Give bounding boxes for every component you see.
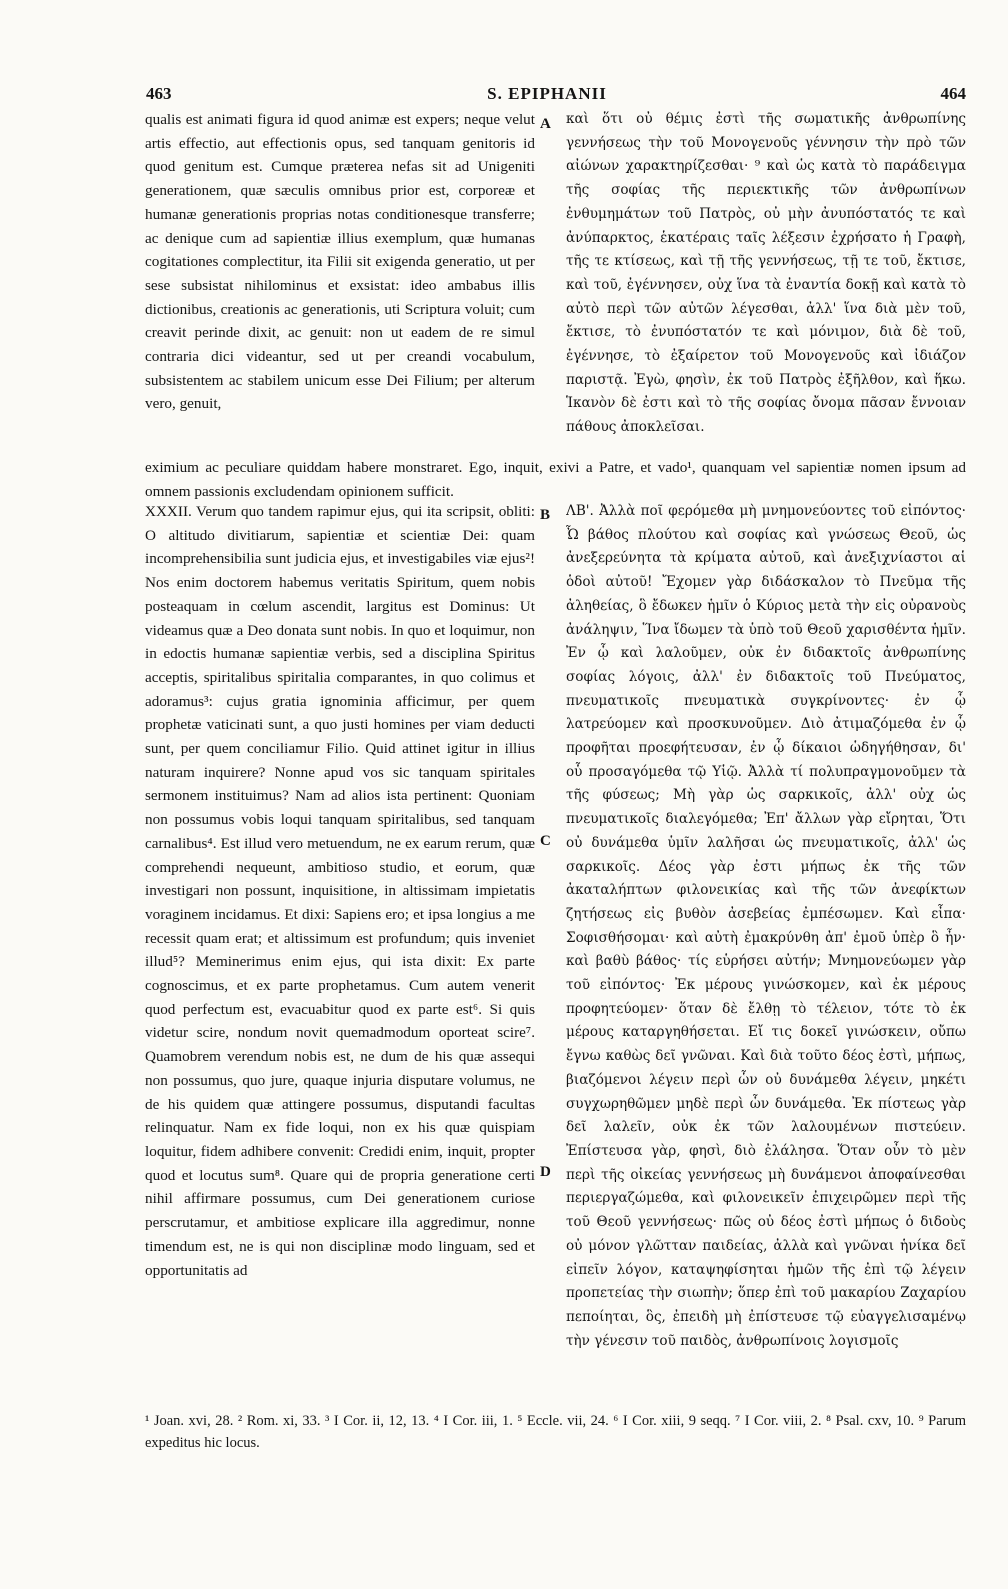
greek-text-top: καὶ ὅτι οὐ θέμις ἐστὶ τῆς σωματικῆς ἀνθρωπίνης γεννήσεως τὴν τοῦ Μονογενοῦς γέννησιν τὴν πρὸ τῶν αἰώνων χαρακτηρίζεσθαι· ⁹ καὶ ὡς κατὰ τὸ παράδειγμα τῆς σοφίας τῆς περιεκτικῆς τῶν ἀνθρωπίνων ἐνθυμημάτων τοῦ Πατρὸς, οὐ μὴν ἀνυπόστατός τε καὶ ἀνύπαρκτος, ἑκατέραις ταῖς λέξεσιν ἐχρήσατο ἡ Γραφὴ, τῆς τε κτίσεως, καὶ τῇ τῆς γεννήσεως, τῇ τε τοῦ, ἔκτισε, καὶ τοῦ, ἐγέννησεν, οὐχ ἵνα τὰ ἐναντία δοκῇ καὶ κατὰ τὸ αὐτὸ περὶ τῶν αὐτῶν λέγεσθαι, ἀλλ' ἵνα διὰ μὲν τοῦ, ἔκτισε, τὸ ἐνυπόστατόν τε καὶ μόνιμον, διὰ δὲ τοῦ, ἐγέννησε, τὸ ἐξαίρετον τοῦ Μονογενοῦς καὶ ἰδιάζον παριστᾷ. Ἐγὼ, φησὶν, ἐκ τοῦ Πατρὸς ἐξῆλθον, καὶ ἥκω. Ἱκανὸν δὲ ἐστι καὶ τὸ τῆς σοφίας ὄνομα πᾶσαν ἔννοιαν πάθους ἀποκλεῖσαι. [566,111,966,436]
section-marker-d: D [540,1164,551,1180]
full-width-line [145,456,966,504]
greek-column-bottom [566,500,966,1408]
footnotes-text: ¹ Joan. xvi, 28. ² Rom. xi, 33. ³ I Cor. ii, 12, 13. ⁴ I Cor. iii, 1. ⁵ Eccle. vii, 24. ⁶ I Cor. xiii, 9 seqq. ⁷ I Cor. viii, 2. ⁸ Psal. cxv, 10. ⁹ Parum expeditus hic locus. [145,1413,966,1451]
greek-column-top [566,108,966,464]
section-marker-c: C [540,833,551,849]
page-header [128,84,966,108]
page-number-left: 463 [146,84,172,103]
running-title: S. EPIPHANII [487,84,607,103]
section-marker-b: B [540,507,551,523]
latin-text-top: qualis est animati figura id quod animæ est expers; neque velut artis effectio, aut effectionis opus, sed tanquam genitoris id quod genitum est. Cumque præterea nefas sit ad Unigeniti generationem, quæ sæculis omnibus prior est, corporeæ et humanæ generationis proprias notas conditionesque transferre; ac denique cum ad sapientiæ illius exemplum, quæ humanas cogitationes complectitur, ita Filii sit exigenda generatio, ut per sese subsistat nihilominus et exsistat: ideo ambabus illis dictionibus, creationis ac generationis, uti Scriptura voluit; cum creavit perinde dixit, ac genuit: non ut eadem de re simul contraria dici videantur, sed ut per creandi vocabulum, subsistentem ac stabilem unicum esse Dei Filium; per alterum vero, genuit, [145,111,535,413]
footnotes [145,1410,966,1454]
latin-column-bottom [145,500,535,1408]
full-width-text: eximium ac peculiare quiddam habere monstraret. Ego, inquit, exivi a Patre, et vado¹, quanquam vel sapientiæ nomen ipsum ad omnem passionis excludendam opinionem sufficit. [145,459,966,500]
greek-text-bottom: ΛΒ'. Ἀλλὰ ποῖ φερόμεθα μὴ μνημονεύοντες τοῦ εἰπόντος· Ὦ βάθος πλούτου καὶ σοφίας καὶ γνώσεως Θεοῦ, ὡς ἀνεξερεύνητα τὰ κρίματα αὐτοῦ, καὶ ἀνεξιχνίαστοι αἱ ὁδοὶ αὐτοῦ! Ἔχομεν γὰρ διδάσκαλον τὸ Πνεῦμα τῆς ἀληθείας, ὃ ἔδωκεν ἡμῖν ὁ Κύριος μετὰ τὴν εἰς οὐρανοὺς ἀνάληψιν, Ἵνα ἴδωμεν τὰ ὑπὸ τοῦ Θεοῦ χαρισθέντα ἡμῖν. Ἐν ᾧ καὶ λαλοῦμεν, οὐκ ἐν διδακτοῖς ἀνθρωπίνης σοφίας λόγοις, ἀλλ' ἐν διδακτοῖς τοῦ Πνεύματος, πνευματικοῖς πνευματικὰ συγκρίνοντες· ἐν ᾧ λατρεύομεν καὶ προσκυνοῦμεν. Διὸ ἀτιμαζόμεθα ἐν ᾧ προφῆται προεφήτευσαν, ἐν ᾧ δίκαιοι ὡδηγήθησαν, δι' οὗ προσαγόμεθα τῷ Υἱῷ. Ἀλλὰ τί πολυπραγμονοῦμεν τὰ τῆς φύσεως; Μὴ γὰρ ὡς σαρκικοῖς, ἀλλ' οὐχ ὡς πνευματικοῖς διαλεγόμεθα; Ἐπ' ἄλλων γὰρ εἴρηται, Ὅτι οὐ δυνάμεθα ὑμῖν λαλῆσαι ὡς πνευματικοῖς, ἀλλ' ὡς σαρκικοῖς. Δέος γὰρ ἐστι μήπως ἐκ τῆς τῶν ἀκαταλήπτων φιλονεικίας καὶ τῆς τῶν ἀνεφίκτων ζητήσεως εἰς βυθὸν ἀσεβείας ἐμπέσωμεν. Καὶ εἶπα· Σοφισθήσομαι· καὶ αὐτὴ ἐμακρύνθη ἀπ' ἐμοῦ ὑπὲρ ὃ ἦν· καὶ βαθὺ βάθος· τίς εὑρήσει αὐτήν; Μνημονεύωμεν γὰρ τοῦ εἰπόντος· Ἐκ μέρους γινώσκομεν, καὶ ἐκ μέρους προφητεύομεν· ὅταν δὲ ἔλθῃ τὸ τέλειον, τότε τὸ ἐκ μέρους καταργηθήσεται. Εἴ τις δοκεῖ γινώσκειν, οὔπω ἔγνω καθὼς δεῖ γνῶναι. Καὶ διὰ τοῦτο δέος ἐστὶ, μήπως, βιαζόμενοι λέγειν περὶ ὧν οὐ δυνάμεθα λέγειν, μηκέτι συγχωρηθῶμεν μηδὲ περὶ ὧν δυνάμεθα. Ἐκ πίστεως γὰρ δεῖ λαλεῖν, οὐκ ἐκ τῶν λαλουμένων πιστεύειν. Ἐπίστευσα γὰρ, φησὶ, διὸ ἐλάλησα. Ὅταν οὖν τὸ μὲν περὶ τῆς οἰκείας γεννήσεως μὴ δυνάμενοι ἀποφαίνεσθαι περιεργαζώμεθα, καὶ φιλονεικεῖν ἐπιχειρῶμεν περὶ τῆς τοῦ Θεοῦ γεννήσεως· πῶς οὐ δέος ἐστὶ μήπως ὁ διδοὺς οὐ μόνον γλῶτταν παιδείας, ἀλλὰ καὶ γνῶναι ἡνίκα δεῖ εἰπεῖν λόγον, καταψηφίσηται ἡμῶν τῆς ἐπὶ τῷ λέγειν προπετείας τὴν σιωπὴν; ὅπερ ἐπὶ τοῦ μακαρίου Ζαχαρίου πεποίηται, ὃς, ἐπειδὴ μὴ ἐπίστευσε τῷ εὐαγγελισαμένῳ τὴν γένεσιν τοῦ παιδὸς, ἀνθρωπίνοις λογισμοῖς [566,503,966,1349]
latin-column-top [145,108,535,464]
section-marker-a: A [540,116,551,132]
page-number-right: 464 [940,84,966,103]
latin-text-bottom: XXXII. Verum quo tandem rapimur ejus, qui ita scripsit, obliti: O altitudo divitiarum, sapientiæ et scientiæ Dei: quam incomprehensibilia sunt judicia ejus, et investigabiles viæ ejus²! Nos enim doctorem habemus veritatis Spiritum, quem nobis posteaquam in cœlum ascendit, largitus est Dominus: Ut videamus quæ a Deo donata sunt nobis. In quo et loquimur, non in edoctis humanæ sapientiæ verbis, sed a disciplina Spiritus acceptis, spiritalibus spiritalia comparantes, in quo colimus et adoramus³: cujus gratia ignominia afficimur, per quem prophetæ vaticinati sunt, a quo justi homines per viam deducti sunt, per quem conciliamur Filio. Quid attinet igitur in illius naturam inquirere? Nonne apud vos sic tanquam spiritales sermonem instituimus? Nam ad alios ista pertinent: Quoniam non possumus vobis loqui tanquam spiritalibus, sed tanquam carnalibus⁴. Est illud vero metuendum, ne ex earum rerum, quæ comprehendi nequeunt, ambitioso studio, et eorum, quæ investigari non possunt, inquisitione, in altissimam impietatis voraginem incidamus. Et dixi: Sapiens ero; et ipsa longius a me recessit quam erat; et altissimum est profundum; quis inveniet illud⁵? Meminerimus enim ejus, qui ista dixit: Ex parte cognoscimus, et ex parte prophetamus. Cum autem venerit quod perfectum est, evacuabitur quod ex parte est⁶. Si quis videtur scire, nondum novit quemadmodum oporteat scire⁷. Quamobrem verendum nobis est, ne dum de his quæ assequi non possumus, quo jure, quaque injuria disputare volumus, ne de his quidem quæ attingere possumus, disputandi facultas relinquatur. Nam ex fide loqui, non ex his quæ quispiam loquitur, fidem adhibere convenit: Credidi enim, inquit, propter quod et locutus sum⁸. Quare qui de propria generatione certi nihil affirmare possumus, cum Dei generationem curiose perscrutamur, et ambitiose explicare illa aggredimur, nonne timendum est, ne is qui non disciplinæ modo linguam, sed et opportunitatis ad [145,503,535,1279]
